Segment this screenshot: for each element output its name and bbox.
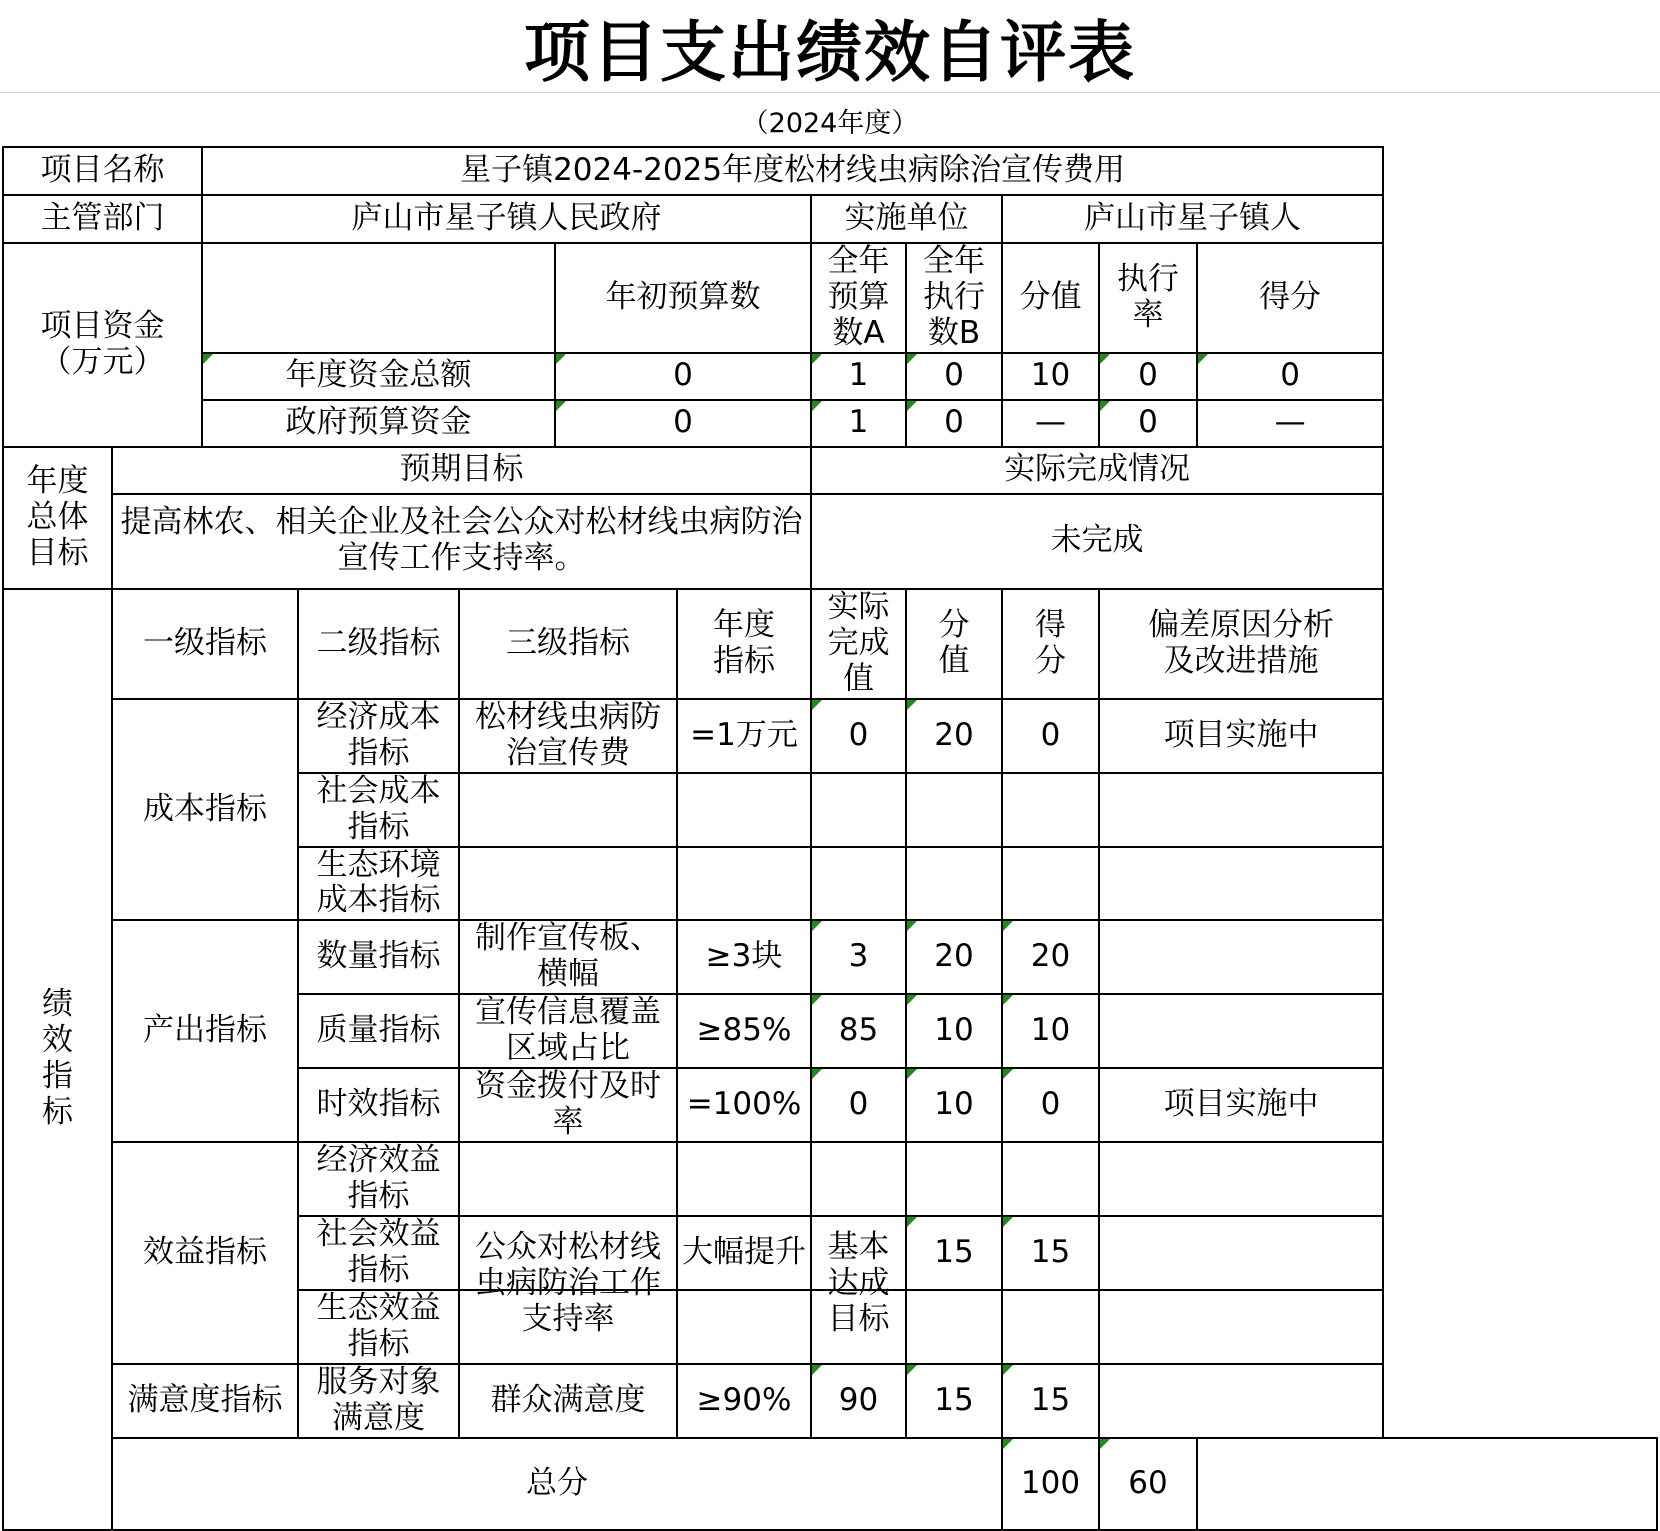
funds-gov-executed[interactable]: 0 <box>906 400 1002 447</box>
actual-text: 基本达成目标 <box>827 1229 890 1337</box>
level3-cell[interactable]: 群众满意度 <box>459 1364 677 1438</box>
deviation-cell[interactable] <box>1099 920 1383 994</box>
row-project-name <box>3 147 1657 195</box>
deviation-cell[interactable] <box>1099 1290 1383 1364</box>
level3-cell[interactable]: 宣传信息覆盖区域占比 <box>459 994 677 1068</box>
title-divider <box>0 92 1660 93</box>
funds-total-executed[interactable]: 0 <box>906 353 1002 400</box>
funds-gov-score[interactable]: — <box>1197 400 1383 447</box>
total-score-value[interactable]: 100 <box>1002 1438 1099 1530</box>
funds-header-blank <box>202 243 555 353</box>
target-cell[interactable] <box>677 699 811 773</box>
level2-cell: 生态环境成本指标 <box>298 847 459 921</box>
header-score-value-line1: 分 <box>938 606 970 643</box>
project-name-value[interactable]: 星子镇2024-2025年度松材线虫病除治宣传费用 <box>202 147 1383 195</box>
actual-completion-text[interactable]: 未完成 <box>811 494 1383 589</box>
level3-cell[interactable] <box>459 773 677 847</box>
header-annual-executed: 全年执行数B <box>906 243 1002 353</box>
table-row <box>3 920 1657 994</box>
funds-gov-rate[interactable]: 0 <box>1099 400 1197 447</box>
total-label: 总分 <box>112 1438 1002 1530</box>
funds-label <box>3 243 202 447</box>
level2-cell: 时效指标 <box>298 1068 459 1142</box>
level3-text: 公众对松材线虫病防治工作支持率 <box>475 1229 661 1337</box>
deviation-cell[interactable] <box>1099 847 1383 921</box>
score-cell[interactable] <box>1002 1142 1099 1216</box>
header-indicator-score-value <box>906 589 1002 699</box>
score-cell[interactable] <box>1002 1290 1099 1364</box>
funds-total-annual[interactable]: 1 <box>811 353 906 400</box>
header-deviation-line2: 及改进措施 <box>1163 642 1319 679</box>
perf-label-char2: 效 <box>42 1022 73 1059</box>
funds-gov-initial[interactable]: 0 <box>555 400 811 447</box>
header-score-line1: 得 <box>1035 606 1066 643</box>
actual-cell[interactable] <box>811 773 906 847</box>
total-deviation[interactable] <box>1197 1438 1657 1530</box>
funds-total-initial[interactable]: 0 <box>555 353 811 400</box>
row-department <box>3 195 1657 243</box>
level2-cell: 生态效益指标 <box>298 1290 459 1364</box>
level3-cell[interactable] <box>459 847 677 921</box>
target-cell[interactable] <box>677 773 811 847</box>
perf-label-char4: 标 <box>42 1094 73 1131</box>
row-funds-header <box>3 243 1657 353</box>
score-value-cell[interactable]: 10 <box>906 1068 1002 1142</box>
funds-total-label: 年度资金总额 <box>202 353 555 400</box>
deviation-cell[interactable] <box>1099 1142 1383 1216</box>
score-cell[interactable]: 0 <box>1002 1068 1099 1142</box>
level1-cost: 成本指标 <box>112 699 298 921</box>
funds-gov-label: 政府预算资金 <box>202 400 555 447</box>
row-funds-total <box>3 353 1657 400</box>
level2-cell: 服务对象满意度 <box>298 1364 459 1438</box>
score-cell[interactable]: 15 <box>1002 1364 1099 1438</box>
annual-goal-label <box>3 447 112 589</box>
header-level2: 二级指标 <box>298 589 459 699</box>
target-cell[interactable] <box>677 847 811 921</box>
page-title: 项目支出绩效自评表 <box>524 12 1136 91</box>
level3-cell[interactable] <box>459 1216 677 1337</box>
funds-label-line1: 项目资金 <box>40 307 165 344</box>
score-cell[interactable]: 0 <box>1002 699 1099 773</box>
score-cell[interactable]: 20 <box>1002 920 1099 994</box>
header-actual-value <box>811 589 906 699</box>
funds-total-rate[interactable]: 0 <box>1099 353 1197 400</box>
deviation-cell[interactable]: 项目实施中 <box>1099 699 1383 773</box>
perf-label-char1: 绩 <box>42 986 73 1023</box>
deviation-cell[interactable] <box>1099 994 1383 1068</box>
row-goals-header <box>3 447 1657 494</box>
funds-gov-score-value[interactable]: — <box>1002 400 1099 447</box>
score-value-cell[interactable]: 15 <box>906 1216 1002 1290</box>
score-cell[interactable] <box>1002 773 1099 847</box>
level3-cell[interactable]: 制作宣传板、横幅 <box>459 920 677 994</box>
funds-total-score[interactable]: 0 <box>1197 353 1383 400</box>
level3-cell[interactable] <box>459 1290 677 1364</box>
header-indicator-score <box>1002 589 1099 699</box>
table-row <box>3 1142 1657 1216</box>
header-annual-target-line2: 指标 <box>713 642 775 679</box>
perf-label-char3: 指 <box>42 1058 73 1095</box>
deviation-cell[interactable]: 项目实施中 <box>1099 1068 1383 1142</box>
score-value-cell[interactable] <box>906 847 1002 921</box>
header-execution-rate: 执行率 <box>1099 243 1197 353</box>
score-cell[interactable]: 10 <box>1002 994 1099 1068</box>
level3-cell[interactable]: 松材线虫病防治宣传费 <box>459 699 677 773</box>
level2-cell: 经济成本指标 <box>298 699 459 773</box>
total-score[interactable]: 60 <box>1099 1438 1197 1530</box>
department-value[interactable]: 庐山市星子镇人民政府 <box>202 195 811 243</box>
target-cell[interactable] <box>677 1290 811 1364</box>
actual-cell[interactable]: 0 <box>811 1068 906 1142</box>
goal-label-line1: 年度 <box>26 462 89 499</box>
actual-cell[interactable] <box>811 1142 906 1216</box>
actual-cell[interactable] <box>811 1216 906 1337</box>
score-cell[interactable] <box>1002 847 1099 921</box>
header-score-line2: 分 <box>1035 642 1066 679</box>
level2-cell: 经济效益指标 <box>298 1142 459 1216</box>
header-initial-budget: 年初预算数 <box>555 243 811 353</box>
project-name-label: 项目名称 <box>3 147 202 195</box>
header-annual-budget: 全年预算数A <box>811 243 906 353</box>
target-cell[interactable]: ≥90% <box>677 1364 811 1438</box>
implementing-unit-value[interactable]: 庐山市星子镇人 <box>1002 195 1383 243</box>
goal-label-line3: 目标 <box>26 534 89 571</box>
score-value-cell[interactable]: 10 <box>906 994 1002 1068</box>
target-cell[interactable]: ≥85% <box>677 994 811 1068</box>
row-goals-content <box>3 494 1657 589</box>
target-cell[interactable] <box>677 1216 811 1290</box>
target-text: =1万元 <box>690 716 798 753</box>
table-row <box>3 1364 1657 1438</box>
row-indicator-header <box>3 589 1657 699</box>
header-deviation <box>1099 589 1383 699</box>
header-level3: 三级指标 <box>459 589 677 699</box>
header-deviation-line1: 偏差原因分析 <box>1148 606 1335 643</box>
score-cell[interactable]: 15 <box>1002 1216 1099 1290</box>
expected-goal-header: 预期目标 <box>112 447 811 494</box>
row-funds-government <box>3 400 1657 447</box>
level1-benefit: 效益指标 <box>112 1142 298 1364</box>
header-annual-target-line1: 年度 <box>713 606 775 643</box>
deviation-cell[interactable] <box>1099 1364 1383 1438</box>
target-text: 大幅提升 <box>682 1234 806 1271</box>
target-cell[interactable] <box>677 1142 811 1216</box>
deviation-cell[interactable] <box>1099 1216 1383 1290</box>
level2-cell: 社会成本指标 <box>298 773 459 847</box>
row-total <box>3 1438 1657 1530</box>
target-cell[interactable]: =100% <box>677 1068 811 1142</box>
target-cell[interactable]: ≥3块 <box>677 920 811 994</box>
level2-cell: 质量指标 <box>298 994 459 1068</box>
performance-indicator-label <box>3 589 112 1530</box>
score-value-cell[interactable] <box>906 1290 1002 1364</box>
actual-completion-header: 实际完成情况 <box>811 447 1383 494</box>
implementing-unit-label: 实施单位 <box>811 195 1002 243</box>
score-value-cell[interactable] <box>906 1142 1002 1216</box>
table-row <box>3 699 1657 773</box>
score-value-cell[interactable]: 20 <box>906 699 1002 773</box>
expected-goal-text[interactable]: 提高林农、相关企业及社会公众对松材线虫病防治宣传工作支持率。 <box>112 494 811 589</box>
header-actual-value-line1: 实际 <box>827 588 890 625</box>
goal-label-line2: 总体 <box>26 498 89 535</box>
actual-cell[interactable] <box>811 847 906 921</box>
level3-cell[interactable] <box>459 1142 677 1216</box>
actual-cell[interactable]: 0 <box>811 699 906 773</box>
deviation-cell[interactable] <box>1099 773 1383 847</box>
actual-cell[interactable] <box>811 1290 906 1364</box>
level2-cell: 社会效益指标 <box>298 1216 459 1290</box>
evaluation-table <box>2 146 1658 1531</box>
actual-cell[interactable]: 3 <box>811 920 906 994</box>
level1-output: 产出指标 <box>112 920 298 1142</box>
funds-gov-annual[interactable]: 1 <box>811 400 906 447</box>
funds-label-line2: （万元） <box>40 343 165 380</box>
actual-cell[interactable]: 85 <box>811 994 906 1068</box>
level3-cell[interactable]: 资金拨付及时率 <box>459 1068 677 1142</box>
level1-satisfaction: 满意度指标 <box>112 1364 298 1438</box>
header-annual-target <box>677 589 811 699</box>
score-value-cell[interactable]: 20 <box>906 920 1002 994</box>
header-score: 得分 <box>1197 243 1383 353</box>
header-score-value: 分值 <box>1002 243 1099 353</box>
level2-cell: 数量指标 <box>298 920 459 994</box>
header-level1: 一级指标 <box>112 589 298 699</box>
actual-cell[interactable]: 90 <box>811 1364 906 1438</box>
report-year: （2024年度） <box>741 107 919 139</box>
header-actual-value-line2: 完成值 <box>827 624 890 697</box>
header-score-value-line2: 值 <box>938 642 970 679</box>
funds-total-score-value[interactable]: 10 <box>1002 353 1099 400</box>
score-value-cell[interactable] <box>906 773 1002 847</box>
score-value-cell[interactable]: 15 <box>906 1364 1002 1438</box>
department-label: 主管部门 <box>3 195 202 243</box>
